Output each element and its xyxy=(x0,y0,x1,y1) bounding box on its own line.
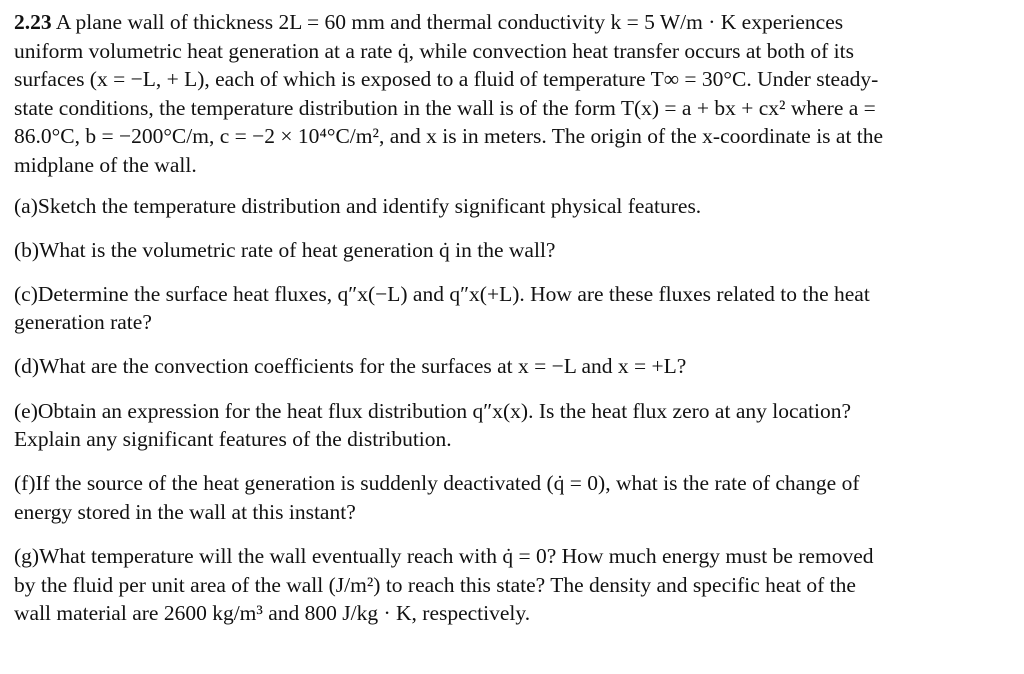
part-e: (e)Obtain an expression for the heat flux distribution q″x(x). Is the heat flux zero at any location? Explain any significant features of the distribution. xyxy=(14,398,852,452)
problem-number: 2.23 xyxy=(14,10,52,34)
part-d: (d)What are the convection coefficients for the surfaces at x = −L and x = +L? xyxy=(14,354,687,379)
part-a: (a)Sketch the temperature distribution and identify significant physical features. xyxy=(14,193,702,218)
part-g: (g)What temperature will the wall eventually reach with q̇ = 0? How much energy must be removed by the fluid per unit area of the wall (J/m²) to reach this state? The density and specific heat of the wall material are 2600 kg/m³ and 800 J/kg · K, respectively. xyxy=(14,543,874,626)
problem-intro xyxy=(14,8,1016,180)
problem-statement: A plane wall of thickness 2L = 60 mm and thermal conductivity k = 5 W/m · K experiences uniform volumetric heat generation at a rate q̇, while convection heat transfer occurs at both of its surfaces (x = −L, + L), each of which is exposed to a fluid of temperature T∞ = 30°C. Under steady- state conditions, the temperature distribution in the wall is of the form T(x) = a + bx + cx² where a = 86.0°C, b = −200°C/m, c = −2 × 10⁴°C/m², and x is in meters. The origin of the x-coordinate is at the midplane of the wall. xyxy=(14,10,884,177)
problem-page xyxy=(14,8,1016,643)
part-c: (c)Determine the surface heat fluxes, q″x(−L) and q″x(+L). How are these fluxes related to the heat generation rate? xyxy=(14,281,870,335)
part-b: (b)What is the volumetric rate of heat generation q̇ in the wall? xyxy=(14,237,556,262)
part-f: (f)If the source of the heat generation is suddenly deactivated (q̇ = 0), what is the rate of change of energy stored in the wall at this instant? xyxy=(14,471,860,524)
